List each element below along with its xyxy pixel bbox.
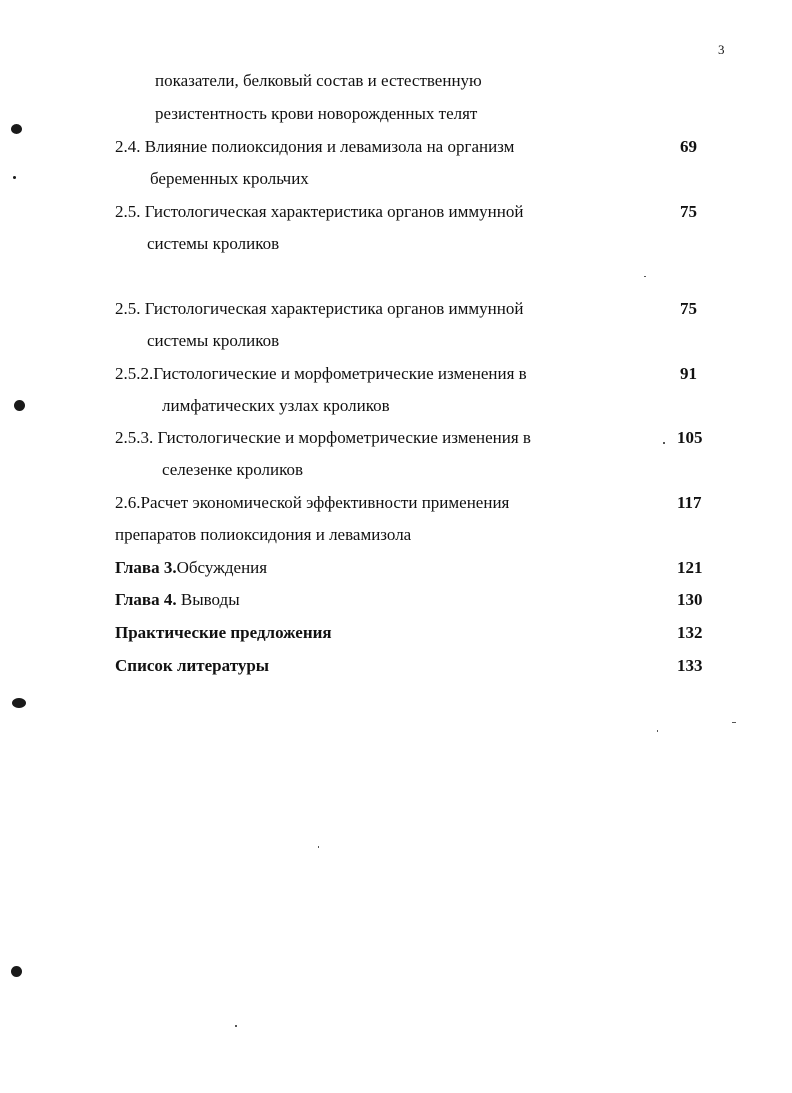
scan-speck bbox=[657, 730, 658, 732]
toc-entry-line: 2.6.Расчет экономической эффективности применения bbox=[115, 493, 510, 512]
scan-speck bbox=[13, 176, 16, 179]
toc-entry-line: резистентность крови новорожденных телят bbox=[155, 104, 478, 123]
toc-entry-line: показатели, белковый состав и естественную bbox=[155, 71, 482, 90]
scan-speck bbox=[732, 722, 736, 723]
toc-entry-line: системы кроликов bbox=[147, 331, 280, 350]
toc-page-number: 133 bbox=[677, 656, 703, 675]
toc-page-number: 121 bbox=[677, 558, 703, 577]
binding-hole-mark bbox=[11, 966, 22, 977]
toc-entry-chapter-4 bbox=[115, 590, 240, 610]
toc-entry-label-bold: Глава 3. bbox=[115, 558, 177, 577]
page-number: 3 bbox=[718, 42, 725, 57]
toc-entry-references bbox=[115, 656, 269, 676]
toc-entry-practical bbox=[115, 623, 332, 643]
toc-page-number: 69 bbox=[680, 137, 697, 156]
toc-entry-line: 2.5. Гистологическая характеристика органов иммунной bbox=[115, 202, 524, 221]
toc-entry-line: 2.5.3. Гистологические и морфометрические изменения в bbox=[115, 428, 531, 447]
toc-entry-line: лимфатических узлах кроликов bbox=[162, 396, 390, 415]
toc-entry-line: 2.5. Гистологическая характеристика органов иммунной bbox=[115, 299, 524, 318]
toc-entry-label-bold: Практические предложения bbox=[115, 623, 332, 642]
toc-entry-chapter-3 bbox=[115, 558, 267, 578]
scan-speck bbox=[663, 442, 665, 444]
toc-page-number: 105 bbox=[677, 428, 703, 447]
toc-page-number: 91 bbox=[680, 364, 697, 383]
toc-entry-label-bold: Глава 4. bbox=[115, 590, 177, 609]
toc-entry-label-rest: Выводы bbox=[176, 590, 240, 609]
toc-entry-line: 2.5.2.Гистологические и морфометрические изменения в bbox=[115, 364, 527, 383]
toc-page-number: 75 bbox=[680, 299, 697, 318]
binding-hole-mark bbox=[14, 400, 25, 411]
scan-speck bbox=[644, 276, 646, 277]
toc-entry-line: системы кроликов bbox=[147, 234, 280, 253]
scan-speck bbox=[318, 846, 319, 848]
toc-page-number: 117 bbox=[677, 493, 702, 512]
binding-hole-mark bbox=[11, 124, 22, 134]
toc-entry-line: беременных крольчих bbox=[150, 169, 309, 188]
binding-hole-mark bbox=[12, 698, 26, 708]
toc-entry-line: 2.4. Влияние полиоксидония и левамизола на организм bbox=[115, 137, 515, 156]
scan-speck bbox=[235, 1025, 237, 1027]
toc-page-number: 130 bbox=[677, 590, 703, 609]
toc-entry-line: препаратов полиоксидония и левамизола bbox=[115, 525, 412, 544]
toc-page-number: 132 bbox=[677, 623, 703, 642]
toc-entry-label-rest: Обсуждения bbox=[176, 558, 268, 577]
toc-entry-label-bold: Список литературы bbox=[115, 656, 270, 675]
toc-entry-line: селезенке кроликов bbox=[162, 460, 304, 479]
toc-page-number: 75 bbox=[680, 202, 697, 221]
